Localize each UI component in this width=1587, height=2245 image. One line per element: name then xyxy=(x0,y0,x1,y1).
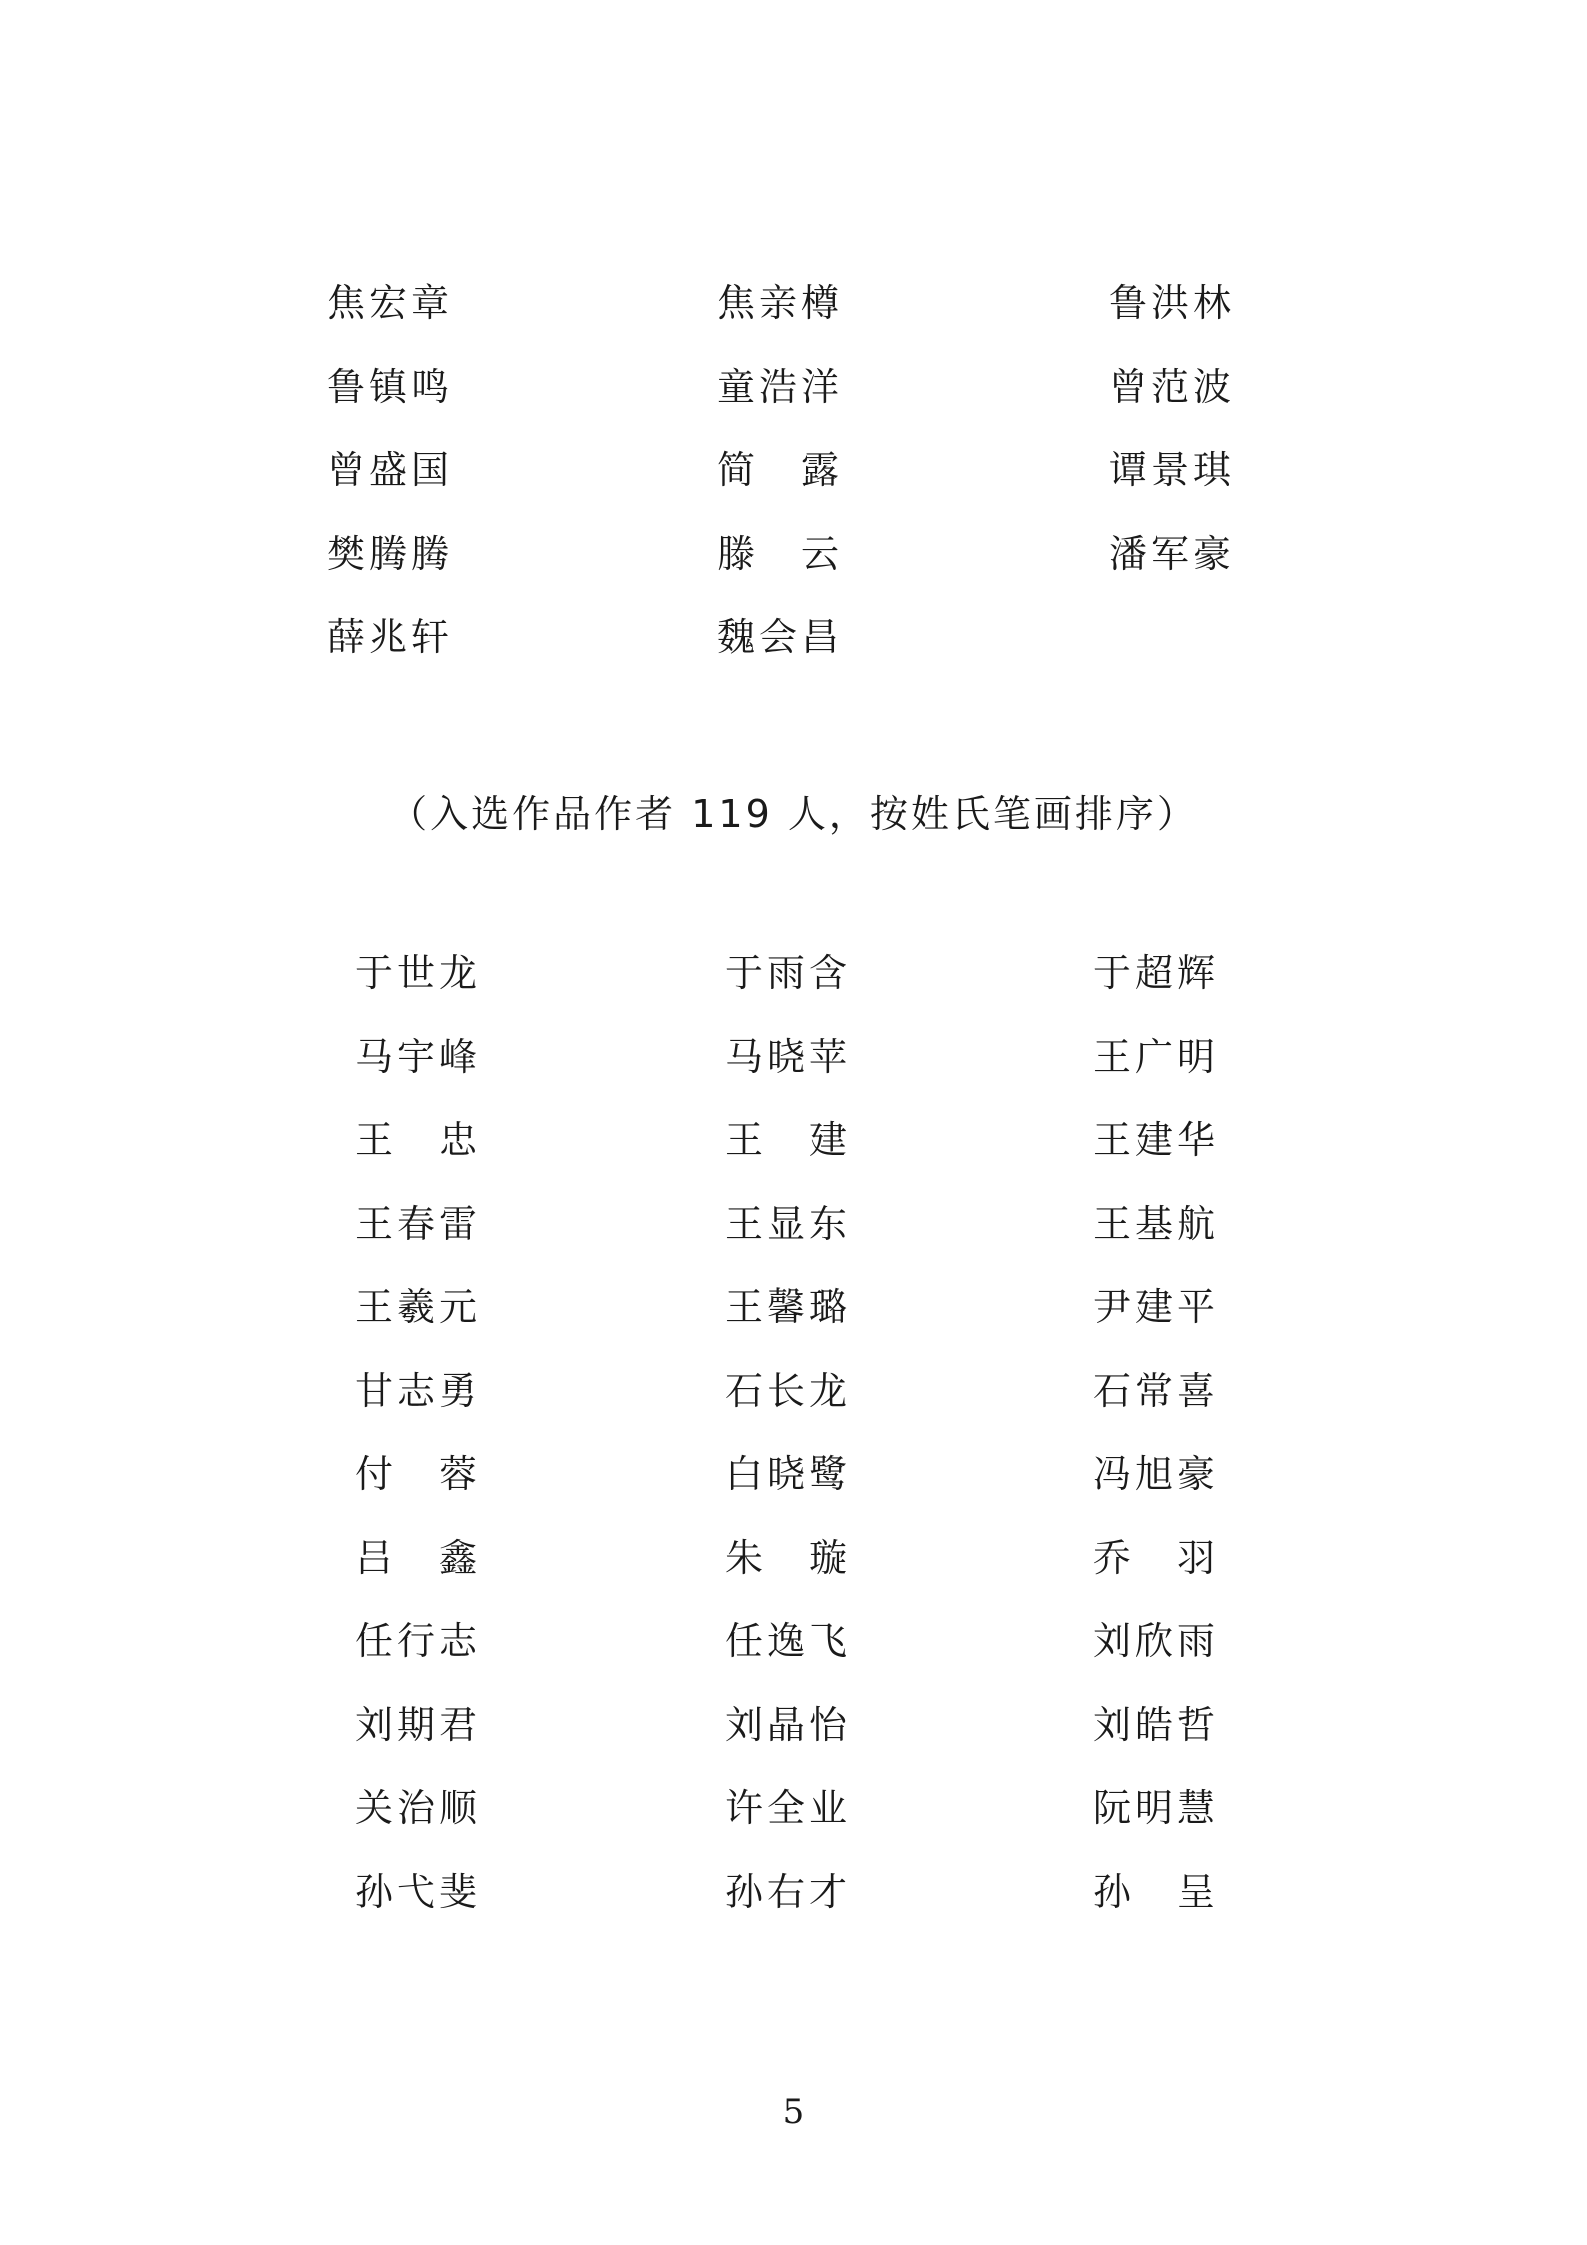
name-entry: 于世龙 xyxy=(355,951,482,995)
name-entry: 樊腾腾 xyxy=(327,531,454,576)
name-entry: 朱 璇 xyxy=(725,1535,852,1580)
name-entry: 吕 鑫 xyxy=(355,1535,482,1580)
name-entry: 王 忠 xyxy=(355,1118,482,1162)
name-entry: 王基航 xyxy=(1093,1201,1220,1246)
name-entry: 王广明 xyxy=(1093,1034,1220,1079)
name-entry: 马晓苹 xyxy=(725,1034,852,1079)
name-entry: 尹建平 xyxy=(1093,1285,1220,1329)
name-entry: 王馨璐 xyxy=(725,1285,852,1329)
name-entry: 许全业 xyxy=(725,1786,852,1830)
name-entry: 曾范波 xyxy=(1109,364,1236,409)
name-entry: 孙 呈 xyxy=(1093,1869,1220,1914)
name-entry: 王显东 xyxy=(725,1201,852,1246)
name-entry: 鲁镇鸣 xyxy=(327,364,454,409)
name-entry: 于雨含 xyxy=(725,951,852,995)
name-entry: 刘欣雨 xyxy=(1093,1619,1220,1663)
name-entry: 刘晶怡 xyxy=(725,1702,852,1747)
name-entry: 王建华 xyxy=(1093,1118,1220,1162)
name-entry: 刘皓哲 xyxy=(1093,1702,1220,1747)
name-entry: 焦宏章 xyxy=(327,281,454,325)
name-entry: 冯旭豪 xyxy=(1093,1452,1220,1496)
name-entry: 乔 羽 xyxy=(1093,1535,1220,1580)
name-entry: 石长龙 xyxy=(725,1368,852,1413)
name-entry: 关治顺 xyxy=(355,1786,482,1830)
name-entry: 于超辉 xyxy=(1093,951,1220,995)
section-heading: （入选作品作者 119 人，按姓氏笔画排序） xyxy=(389,792,1198,836)
name-entry: 谭景琪 xyxy=(1109,448,1236,492)
name-entry: 刘期君 xyxy=(355,1702,482,1747)
name-entry: 王春雷 xyxy=(355,1201,482,1246)
name-entry: 付 蓉 xyxy=(355,1452,482,1496)
name-entry: 任逸飞 xyxy=(725,1619,852,1663)
name-entry: 魏会昌 xyxy=(717,615,844,659)
name-entry: 孙弋斐 xyxy=(355,1869,482,1914)
name-entry: 薛兆轩 xyxy=(327,615,454,659)
name-list-previous-section xyxy=(327,278,1467,696)
name-entry: 白晓鹭 xyxy=(725,1452,852,1496)
name-entry: 马宇峰 xyxy=(355,1034,482,1079)
name-list-selected-authors xyxy=(355,948,1495,1950)
name-entry: 曾盛国 xyxy=(327,448,454,492)
name-entry: 潘军豪 xyxy=(1109,531,1236,576)
name-entry: 石常喜 xyxy=(1093,1368,1220,1413)
name-entry: 甘志勇 xyxy=(355,1368,482,1413)
name-entry: 焦亲樽 xyxy=(717,281,844,325)
name-entry: 孙右才 xyxy=(725,1869,852,1914)
name-entry: 鲁洪林 xyxy=(1109,281,1236,325)
name-entry: 王 建 xyxy=(725,1118,852,1162)
name-entry: 滕 云 xyxy=(717,531,844,576)
name-entry: 王羲元 xyxy=(355,1285,482,1329)
name-entry: 阮明慧 xyxy=(1093,1786,1220,1830)
name-entry: 任行志 xyxy=(355,1619,482,1663)
name-entry: 简 露 xyxy=(717,448,844,492)
name-entry: 童浩洋 xyxy=(717,364,844,409)
page-number: 5 xyxy=(782,2092,805,2132)
